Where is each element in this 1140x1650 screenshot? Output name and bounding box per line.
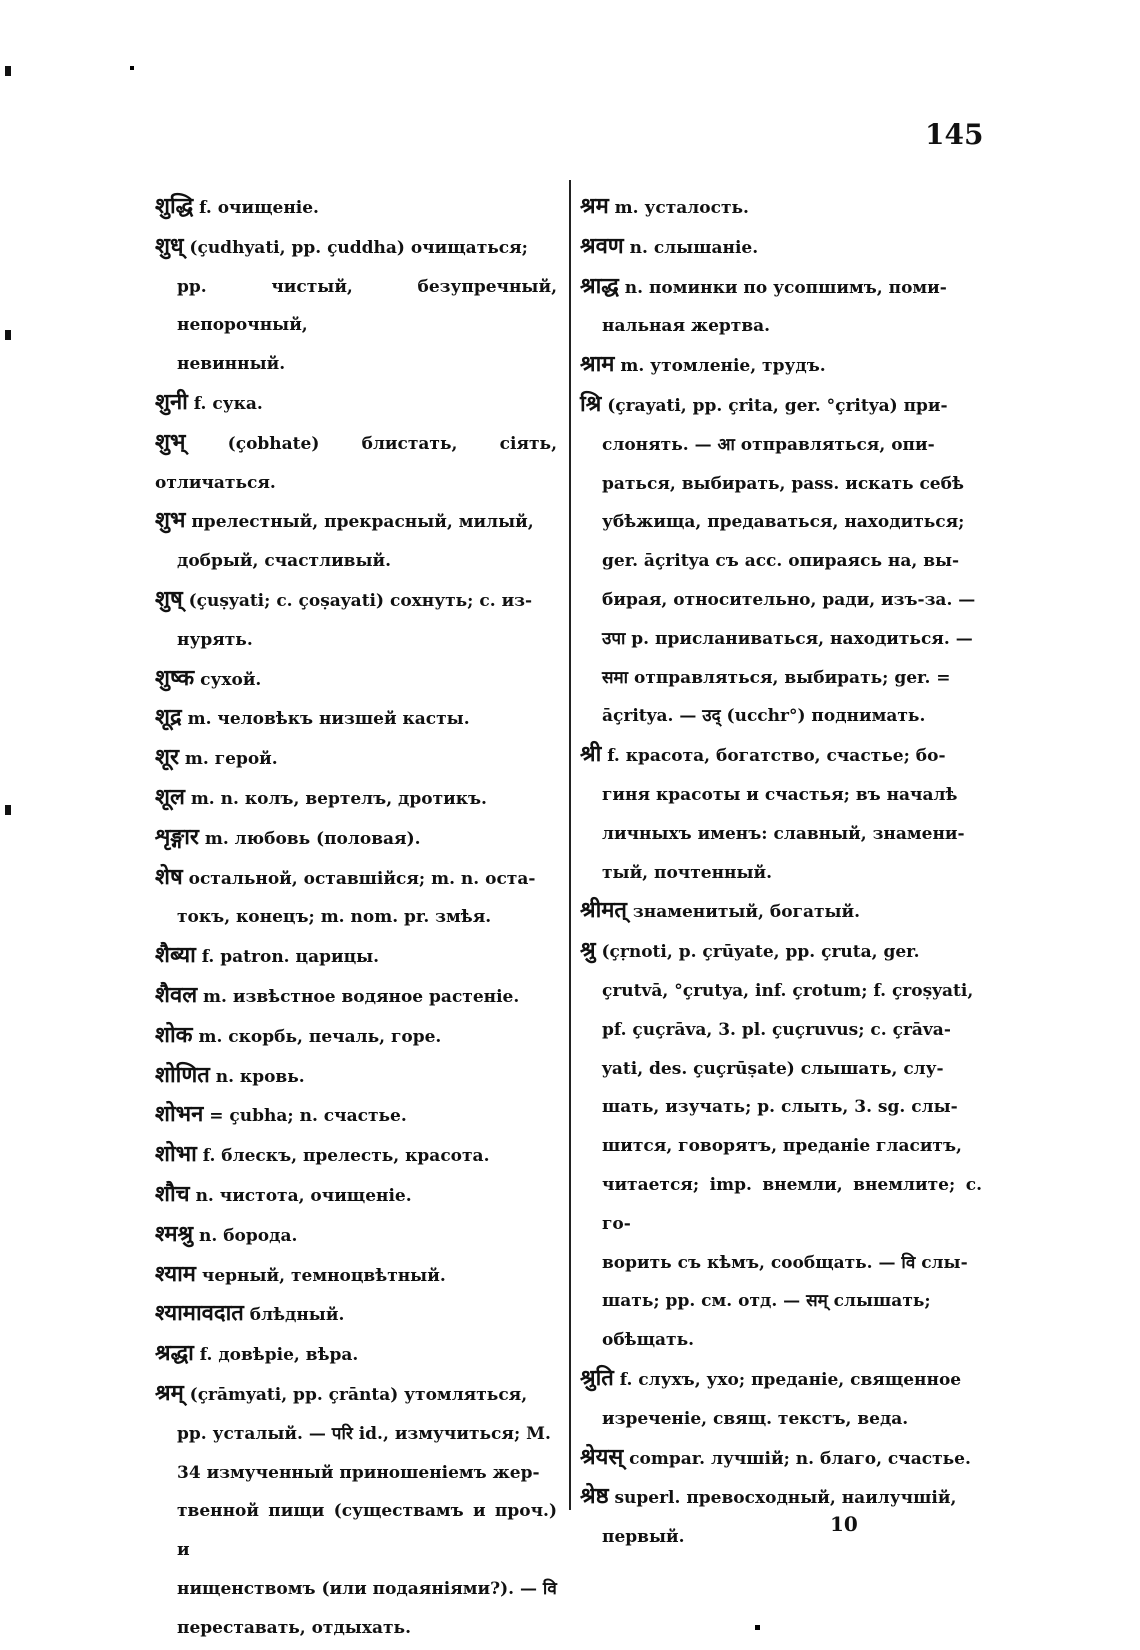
entry-headword: श्रवण bbox=[580, 233, 624, 259]
entry-continuation: переставать, отдыхать. bbox=[177, 1617, 411, 1638]
entry-continuation: тый, почтенный. bbox=[602, 862, 773, 883]
entry-headword: शैब्या bbox=[155, 943, 196, 969]
entry-headword: श्राद्ध bbox=[580, 273, 619, 299]
entry-gloss: n. чистота, очищеніе. bbox=[195, 1185, 412, 1206]
entry-gloss: (çrayati, pp. çrita, ger. °çritya) при- bbox=[607, 395, 948, 416]
entry-continuation: первый. bbox=[602, 1527, 685, 1548]
dictionary-entry bbox=[155, 1295, 557, 1335]
entry-gloss: (çuṣyati; c. çoṣayati) сохнуть; c. из- bbox=[188, 590, 533, 611]
entry-headword: श्री bbox=[580, 742, 602, 768]
entry-gloss: прелестный, прекрасный, милый, bbox=[191, 512, 534, 533]
dictionary-entry bbox=[155, 502, 557, 581]
entry-continuation: твенной пищи (существамъ и проч.) и bbox=[177, 1501, 557, 1561]
left-column bbox=[155, 188, 557, 1647]
entry-headword: शेष bbox=[155, 864, 183, 890]
dictionary-entry bbox=[155, 1017, 557, 1057]
entry-continuation: изреченіе, свящ. текстъ, веда. bbox=[602, 1408, 909, 1429]
entry-headword: शोणित bbox=[155, 1062, 210, 1088]
entry-continuation: шать, изучать; p. слыть, 3. sg. слы- bbox=[602, 1097, 958, 1118]
entry-continuation: yati, des. çuçrūṣate) слышать, слу- bbox=[602, 1058, 944, 1079]
dictionary-entry bbox=[155, 424, 557, 503]
entry-gloss: compar. лучшій; n. благо, счастье. bbox=[629, 1448, 971, 1469]
dictionary-entry bbox=[580, 892, 982, 932]
entry-continuation: pp. усталый. — परि id., измучиться; M. bbox=[177, 1423, 551, 1444]
entry-headword: शूद्र bbox=[155, 705, 182, 731]
dictionary-entry bbox=[580, 268, 982, 347]
entry-gloss: m. усталость. bbox=[614, 198, 749, 218]
entry-headword: श्रीमत् bbox=[580, 898, 627, 924]
dictionary-entry bbox=[155, 1256, 557, 1296]
dictionary-entry bbox=[155, 1216, 557, 1256]
entry-continuation: бирая, относительно, ради, изъ-за. — bbox=[602, 589, 976, 610]
right-column bbox=[580, 188, 982, 1557]
entry-gloss: f. блескъ, прелесть, красота. bbox=[202, 1146, 490, 1167]
column-divider bbox=[569, 180, 571, 1510]
entry-continuation: нальная жертва. bbox=[602, 316, 771, 337]
dictionary-entry bbox=[580, 228, 982, 268]
entry-gloss: (çudhyati, pp. çuddha) очищаться; bbox=[189, 237, 528, 258]
entry-continuation: гиня красоты и счастья; въ началѣ bbox=[602, 784, 958, 805]
entry-headword: शुभ् bbox=[155, 429, 186, 455]
entry-continuation: обѣщать. bbox=[602, 1330, 695, 1351]
entry-headword: शुनी bbox=[155, 389, 188, 415]
entry-continuation: читается; imp. внемли, внемлите; c. го- bbox=[602, 1174, 982, 1234]
entry-continuation: раться, выбирать, pass. искать себѣ bbox=[602, 473, 964, 494]
entry-headword: श्रेष्ठ bbox=[580, 1484, 609, 1510]
entry-gloss: m. скорбь, печаль, горе. bbox=[198, 1026, 442, 1047]
entry-continuation: слонять. — आ отправляться, опи- bbox=[602, 434, 935, 455]
entry-headword: श्यामावदात bbox=[155, 1301, 244, 1327]
entry-continuation: ger. āçritya съ acc. опираясь на, вы- bbox=[602, 551, 960, 572]
entry-continuation: çrutvā, °çrutya, inf. çrotum; f. çroṣyati, bbox=[602, 980, 974, 1001]
entry-gloss: (çobhate) блистать, сіять, отличаться. bbox=[155, 433, 558, 493]
entry-gloss: n. поминки по усопшимъ, поми- bbox=[624, 277, 947, 298]
entry-continuation: невинный. bbox=[177, 354, 286, 375]
entry-continuation: pf. çuçrāva, 3. pl. çuçruvus; c. çrāva- bbox=[602, 1019, 951, 1040]
dictionary-entry bbox=[155, 977, 557, 1017]
entry-gloss: m. извѣстное водяное растеніе. bbox=[203, 986, 520, 1007]
entry-gloss: (çrāmyati, pp. çrānta) утомляться, bbox=[189, 1384, 528, 1405]
entry-headword: शोभन bbox=[155, 1102, 204, 1128]
entry-gloss: = çubha; n. счастье. bbox=[209, 1106, 407, 1127]
dictionary-entry bbox=[580, 1439, 982, 1479]
entry-gloss: f. довѣріе, вѣра. bbox=[199, 1345, 359, 1366]
entry-continuation: шится, говорятъ, преданіе гласитъ, bbox=[602, 1136, 962, 1157]
entry-headword: श्रि bbox=[580, 391, 602, 417]
scan-edge-mark bbox=[5, 330, 11, 340]
entry-headword: शुष्क bbox=[155, 665, 195, 691]
dictionary-entry bbox=[155, 819, 557, 859]
entry-gloss: n. борода. bbox=[199, 1225, 298, 1246]
entry-headword: शैवल bbox=[155, 982, 198, 1008]
entry-gloss: f. patron. царицы. bbox=[201, 947, 380, 968]
scan-edge-mark bbox=[5, 805, 11, 815]
dictionary-entry bbox=[580, 188, 982, 228]
entry-continuation: личныхъ именъ: славный, знамени- bbox=[602, 823, 965, 844]
entry-gloss: m. утомленіе, трудъ. bbox=[620, 356, 826, 377]
entry-gloss: f. очищеніе. bbox=[199, 198, 319, 218]
dictionary-entry bbox=[155, 1335, 557, 1375]
entry-headword: श्राम bbox=[580, 352, 615, 378]
scan-speck bbox=[755, 1625, 760, 1630]
dictionary-entry bbox=[155, 1176, 557, 1216]
entry-gloss: блѣдный. bbox=[249, 1305, 345, 1326]
entry-continuation: pp. чистый, безупречный, непорочный, bbox=[177, 276, 557, 336]
entry-headword: शुष् bbox=[155, 586, 183, 612]
entry-headword: शुभ bbox=[155, 508, 186, 534]
entry-continuation: токъ, конецъ; m. nom. pr. змѣя. bbox=[177, 907, 492, 928]
entry-gloss: черный, темноцвѣтный. bbox=[201, 1265, 446, 1286]
dictionary-entry bbox=[155, 660, 557, 700]
dictionary-entry bbox=[155, 1096, 557, 1136]
entry-headword: शुध् bbox=[155, 233, 184, 259]
entry-headword: शोभा bbox=[155, 1142, 197, 1168]
entry-continuation: āçritya. — उद् (ucchr°) поднимать. bbox=[602, 706, 926, 727]
entry-continuation: нурять. bbox=[177, 629, 253, 650]
entry-headword: शौच bbox=[155, 1181, 190, 1207]
dictionary-entry bbox=[580, 1478, 982, 1557]
entry-gloss: m. герой. bbox=[184, 749, 278, 770]
entry-gloss: f. слухъ, ухо; преданіе, священное bbox=[619, 1369, 962, 1390]
dictionary-entry bbox=[155, 859, 557, 938]
entry-headword: श्रम bbox=[580, 194, 609, 219]
dictionary-entry bbox=[155, 384, 557, 424]
dictionary-entry bbox=[155, 779, 557, 819]
entry-headword: श्रद्धा bbox=[155, 1341, 194, 1367]
dictionary-entry bbox=[580, 932, 982, 1360]
entry-gloss: m. n. колъ, вертелъ, дротикъ. bbox=[190, 788, 487, 809]
scan-edge-mark bbox=[5, 66, 11, 76]
entry-gloss: f. красота, богатство, счастье; бо- bbox=[607, 746, 946, 767]
dictionary-entry bbox=[155, 1057, 557, 1097]
dictionary-entry bbox=[580, 346, 982, 386]
entry-continuation: समा отправляться, выбирать; ger. = bbox=[602, 667, 951, 688]
entry-continuation: убѣжища, предаваться, находиться; bbox=[602, 512, 965, 533]
dictionary-entry bbox=[580, 736, 982, 892]
dictionary-entry bbox=[580, 1360, 982, 1439]
scan-speck bbox=[130, 66, 134, 70]
entry-headword: शुद्धि bbox=[155, 194, 194, 219]
entry-headword: श्रम् bbox=[155, 1380, 184, 1406]
entry-gloss: остальной, оставшійся; m. n. оста- bbox=[188, 868, 536, 889]
entry-gloss: n. кровь. bbox=[215, 1066, 305, 1087]
dictionary-entry bbox=[155, 1375, 557, 1648]
entry-headword: श्याम bbox=[155, 1261, 196, 1287]
dictionary-entry bbox=[155, 188, 557, 228]
entry-gloss: сухой. bbox=[200, 669, 262, 690]
sheet-number: 10 bbox=[830, 1512, 858, 1536]
entry-gloss: n. слышаніе. bbox=[629, 237, 759, 258]
entry-continuation: добрый, счастливый. bbox=[177, 551, 392, 572]
dictionary-entry bbox=[155, 937, 557, 977]
entry-gloss: m. человѣкъ низшей касты. bbox=[187, 709, 470, 730]
entry-headword: श्रेयस् bbox=[580, 1444, 624, 1470]
page-number: 145 bbox=[925, 118, 984, 151]
entry-headword: शोक bbox=[155, 1022, 193, 1048]
entry-headword: शूर bbox=[155, 745, 179, 771]
entry-gloss: знаменитый, богатый. bbox=[632, 902, 861, 923]
dictionary-entry bbox=[580, 386, 982, 736]
entry-continuation: 34 измученный приношеніемъ жер- bbox=[177, 1462, 540, 1483]
entry-gloss: superl. превосходный, наилучшій, bbox=[614, 1488, 957, 1509]
entry-continuation: ворить съ кѣмъ, сообщать. — वि слы- bbox=[602, 1252, 968, 1273]
dictionary-entry bbox=[155, 228, 557, 384]
dictionary-entry bbox=[155, 699, 557, 739]
entry-continuation: шать; pp. см. отд. — सम् слышать; bbox=[602, 1291, 931, 1312]
entry-gloss: (çṛnoti, p. çrūyate, pp. çruta, ger. bbox=[601, 942, 920, 963]
entry-gloss: m. любовь (половая). bbox=[204, 828, 421, 849]
entry-headword: शूल bbox=[155, 784, 185, 810]
entry-headword: श्रुति bbox=[580, 1365, 614, 1391]
entry-continuation: нищенствомъ (или подаяніями?). — वि bbox=[177, 1578, 557, 1599]
entry-headword: शृङ्गार bbox=[155, 824, 199, 850]
dictionary-entry bbox=[155, 1136, 557, 1176]
entry-continuation: उपा p. присланиваться, находиться. — bbox=[602, 628, 973, 649]
dictionary-entry bbox=[155, 581, 557, 660]
entry-headword: श्रु bbox=[580, 938, 596, 964]
entry-gloss: f. сука. bbox=[193, 393, 263, 414]
dictionary-entry bbox=[155, 739, 557, 779]
entry-headword: श्मश्रु bbox=[155, 1221, 194, 1247]
